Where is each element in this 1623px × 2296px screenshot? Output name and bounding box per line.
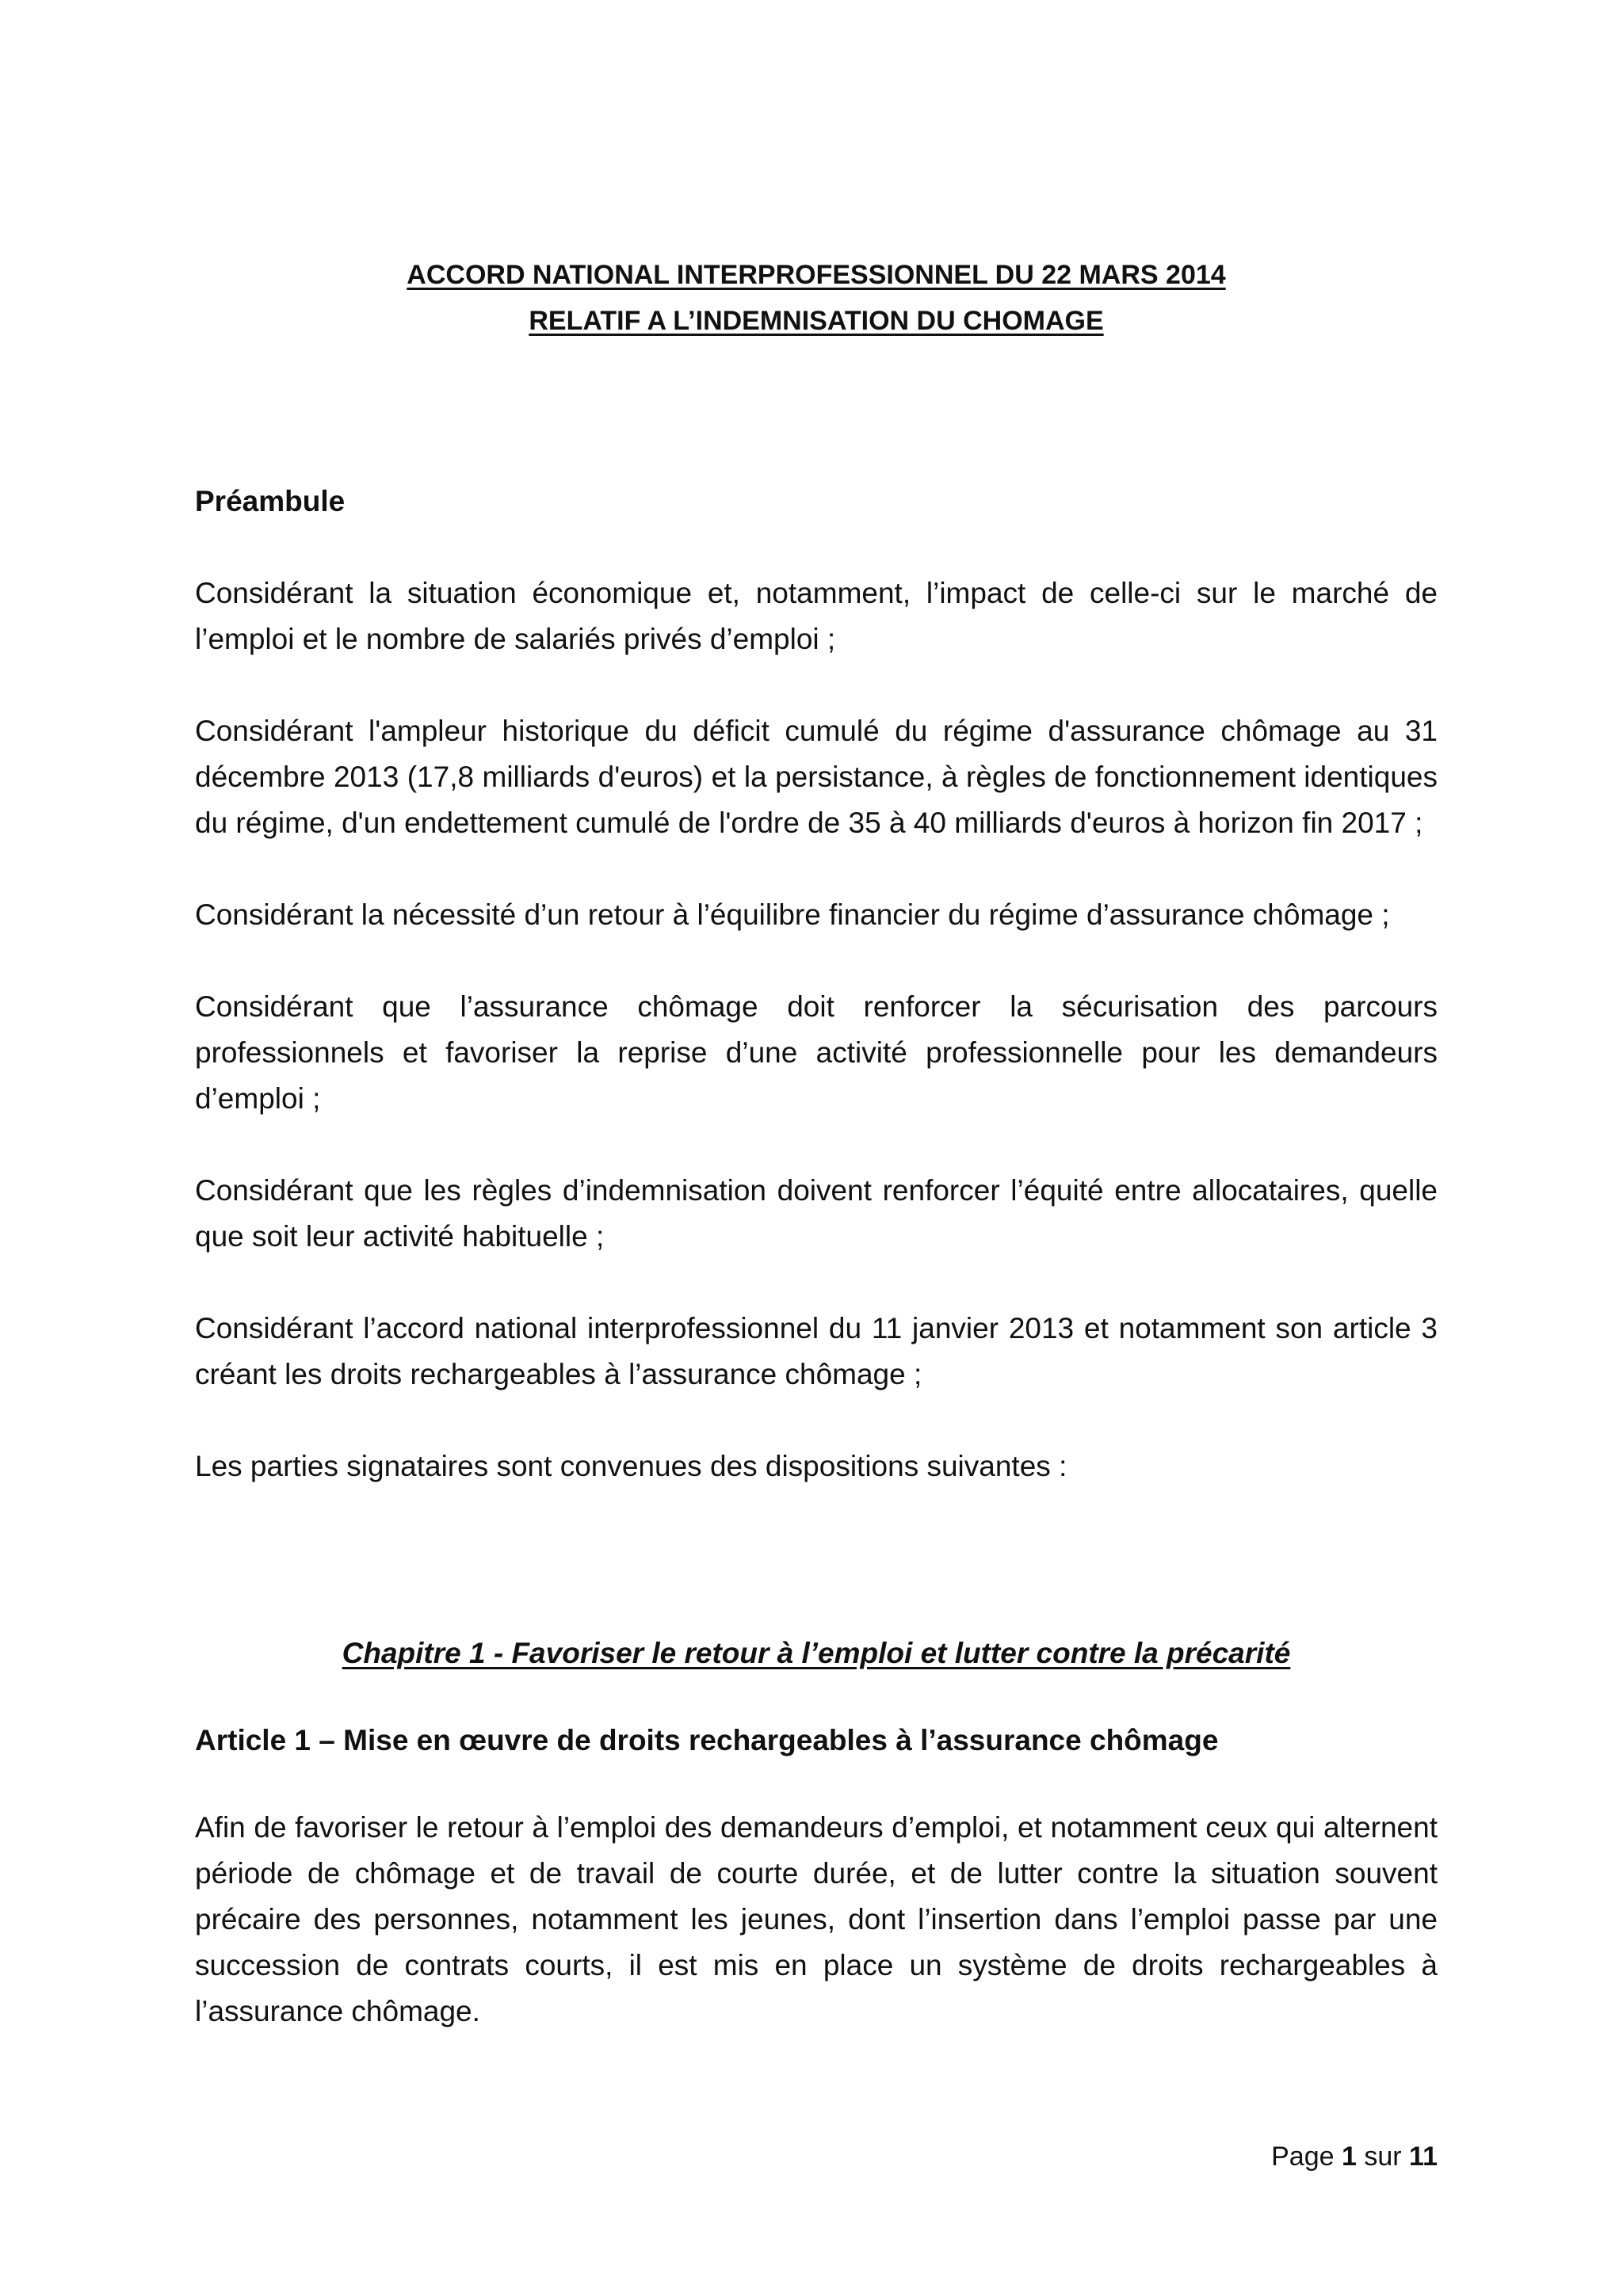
document-content [195, 252, 1438, 2035]
preamble-paragraph: Considérant que l’assurance chômage doit renforcer la sécurisation des parcours professionnels et favoriser la reprise d’une activité professionnelle pour les demandeurs d’emploi ; [195, 990, 1438, 1115]
of-label: sur [1364, 2142, 1402, 2172]
page-footer [1271, 2141, 1438, 2172]
preamble-paragraph: Considérant la nécessité d’un retour à l’équilibre financier du régime d’assurance chômage ; [195, 898, 1390, 931]
preamble-paragraph: Considérant la situation économique et, notamment, l’impact de celle-ci sur le marché de l’emploi et le nombre de salariés privés d’emploi ; [195, 577, 1438, 655]
title-line-1: ACCORD NATIONAL INTERPROFESSIONNEL DU 22 MARS 2014 [407, 260, 1226, 290]
chapter-heading: Chapitre 1 - Favoriser le retour à l’emploi et lutter contre la précarité [342, 1637, 1291, 1669]
preamble-paragraph: Considérant l’accord national interprofessionnel du 11 janvier 2013 et notamment son article 3 créant les droits rechargeables à l’assurance chômage ; [195, 1312, 1438, 1390]
preamble-paragraph: Considérant l'ampleur historique du déficit cumulé du régime d'assurance chômage au 31 décembre 2013 (17,8 milliards d'euros) et la persistance, à règles de fonctionnement identiques du régime, d'un endettement cumulé de l'ordre de 35 à 40 milliards d'euros à horizon fin 2017 ; [195, 715, 1438, 839]
page-number: 1 [1341, 2142, 1357, 2172]
preamble-paragraph: Considérant que les règles d’indemnisation doivent renforcer l’équité entre allocataires, quelle que soit leur activité habituelle ; [195, 1174, 1438, 1253]
article-heading: Article 1 – Mise en œuvre de droits rechargeables à l’assurance chômage [195, 1724, 1219, 1756]
page-label: Page [1271, 2142, 1335, 2172]
article-paragraph: Afin de favoriser le retour à l’emploi des demandeurs d’emploi, et notamment ceux qui alternent période de chômage et de travail de courte durée, et de lutter contre la situation souvent précaire des personnes, notamment les jeunes, dont l’insertion dans l’emploi passe par une succession de contrats courts, il est mis en place un système de droits rechargeables à l’assurance chômage. [195, 1811, 1438, 2027]
preamble-paragraph: Les parties signataires sont convenues des dispositions suivantes : [195, 1450, 1067, 1482]
document-title [195, 252, 1438, 344]
page-total: 11 [1409, 2142, 1438, 2172]
preamble-heading: Préambule [195, 485, 346, 517]
title-line-2: RELATIF A L’INDEMNISATION DU CHOMAGE [529, 306, 1104, 336]
